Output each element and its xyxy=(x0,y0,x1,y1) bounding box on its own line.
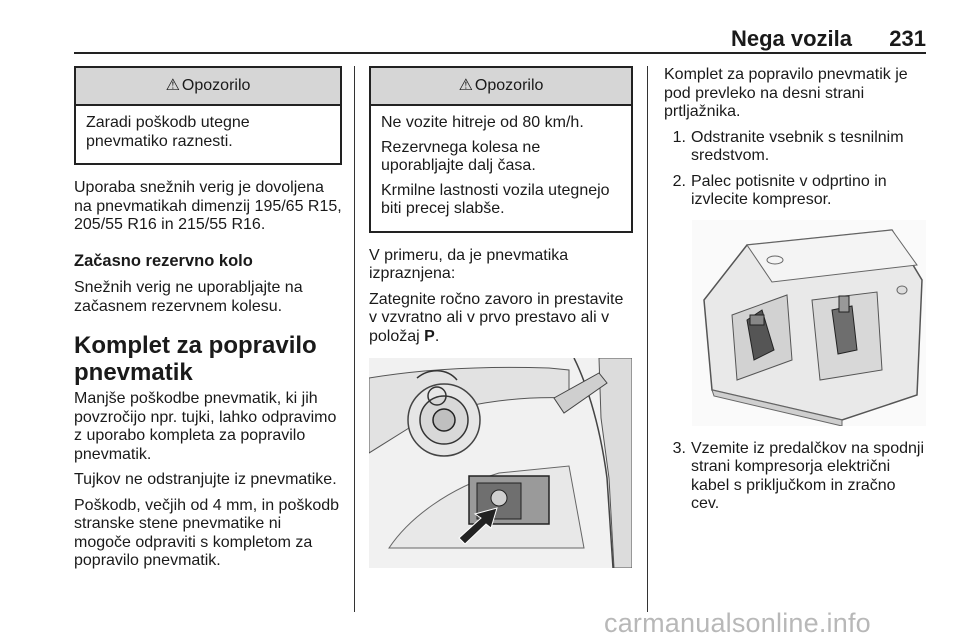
warning-triangle-icon: ⚠ xyxy=(458,76,473,94)
list-item xyxy=(664,173,926,210)
section-heading: Začasno rezervno kolo xyxy=(74,251,253,270)
page-header xyxy=(74,26,926,50)
trunk-illustration xyxy=(369,358,632,568)
paragraph-end: . xyxy=(434,327,440,345)
warning-body xyxy=(371,106,631,231)
step-number: 2. xyxy=(672,172,686,190)
paragraph: Poškodb, večjih od 4 mm, in poškodb stranske stene pnevmatike ni mogoče odpraviti s kompletom za popravilo pnevmatik. xyxy=(74,496,340,569)
paragraph: Manjše poškodbe pnevmatik, ki jih povzročijo npr. tujki, lahko odpravimo z uporabo kompleta za popravilo pnevmatik. xyxy=(74,390,337,463)
chapter-heading: Komplet za popravilo pnevmatik xyxy=(74,332,317,386)
list-item xyxy=(664,129,926,166)
step-text: Odstranite vsebnik s tesnilnim sredstvom. xyxy=(691,128,904,164)
step-list xyxy=(664,129,926,210)
warning-text: Zaradi poškodb utegne pnevmatiko raznesti. xyxy=(86,114,250,150)
step-number: 1. xyxy=(672,128,686,146)
paragraph: Tujkov ne odstranjujte iz pnevmatike. xyxy=(74,471,337,488)
warning-box xyxy=(74,66,342,165)
warning-title: Opozorilo xyxy=(474,76,544,94)
step-text: Palec potisnite v odprtino in izvlecite kompresor. xyxy=(691,172,887,208)
step-list-continued xyxy=(664,440,926,514)
header-rule xyxy=(74,52,926,54)
column-2 xyxy=(369,66,633,568)
watermark: carmanualsonline.info xyxy=(604,608,871,638)
column-3 xyxy=(664,66,926,521)
paragraph: Snežnih verig ne uporabljajte na začasnem rezervnem kolesu. xyxy=(74,279,303,315)
paragraph-text: Zategnite ročno zavoro in prestavite v vzvratno ali v prvo prestavo ali v položaj xyxy=(369,290,624,345)
trunk-floor-drawing xyxy=(369,358,632,568)
warning-box xyxy=(369,66,633,233)
warning-triangle-icon: ⚠ xyxy=(165,76,180,94)
column-divider-2 xyxy=(647,66,648,612)
warning-header xyxy=(371,68,631,106)
step-number: 3. xyxy=(672,439,686,457)
paragraph: V primeru, da je pnevmatika izpraznjena: xyxy=(369,246,569,282)
column-1 xyxy=(74,66,342,578)
header-title: Nega vozila xyxy=(730,26,852,51)
warning-header xyxy=(76,68,340,106)
list-item xyxy=(664,440,926,514)
warning-text: Krmilne lastnosti vozila utegnejo biti precej slabše. xyxy=(381,181,610,217)
warning-text: Ne vozite hitreje od 80 km/h. xyxy=(381,114,584,131)
column-divider-1 xyxy=(354,66,355,612)
warning-body xyxy=(76,106,340,163)
gear-position-p: P xyxy=(424,327,435,345)
compressor-illustration xyxy=(692,220,926,426)
paragraph: Uporaba snežnih verig je dovoljena na pnevmatikah dimenzij 195/65 R15, 205/55 R16 in 215/55 R16. xyxy=(74,179,342,233)
paragraph: Komplet za popravilo pnevmatik je pod prevleko na desni strani prtljažnika. xyxy=(664,66,908,120)
step-text: Vzemite iz predalčkov na spodnji strani kompresorja električni kabel s priključkom in zračno cev. xyxy=(691,439,925,512)
compressor-drawing xyxy=(692,220,926,426)
paragraph xyxy=(369,291,633,347)
warning-text: Rezervnega kolesa ne uporabljajte dalj časa. xyxy=(381,138,541,174)
page-number: 231 xyxy=(889,26,926,51)
warning-title: Opozorilo xyxy=(181,76,251,94)
